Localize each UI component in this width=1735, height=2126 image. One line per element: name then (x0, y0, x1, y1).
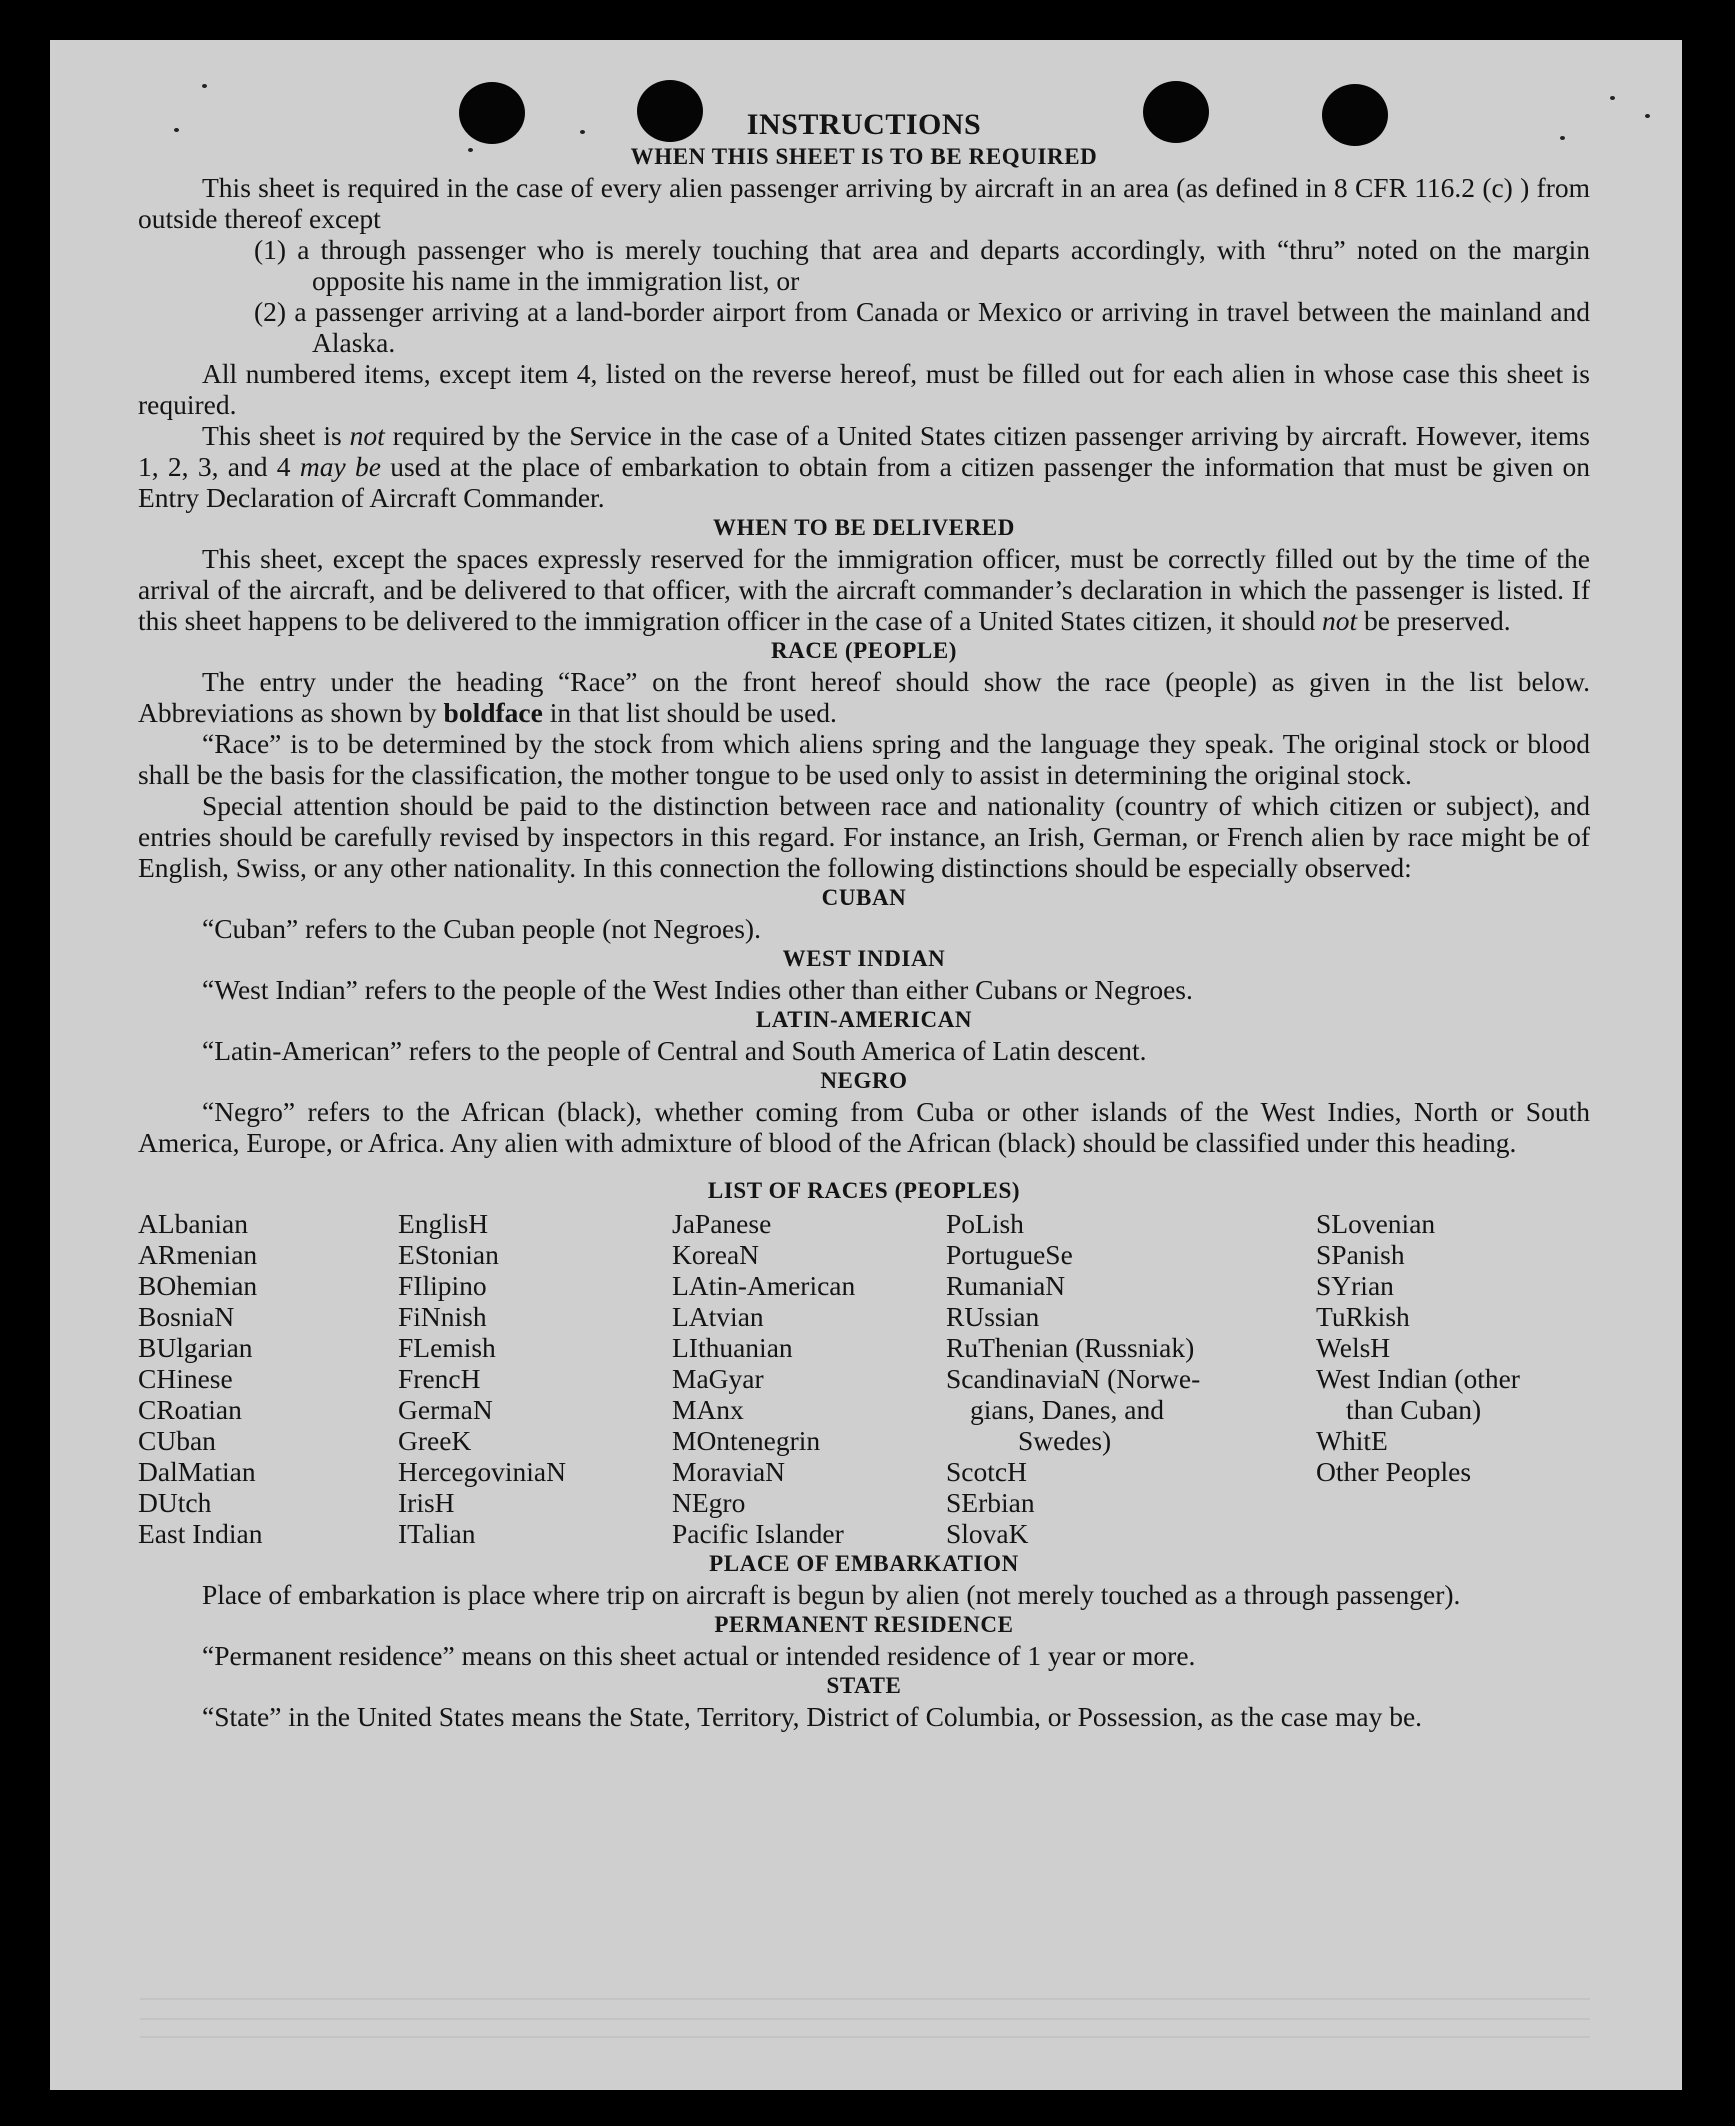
bleed-through-line (140, 2036, 1590, 2038)
race-entry: DUtch (138, 1487, 212, 1518)
race-entry: RuThenian (Russniak) (946, 1332, 1195, 1363)
section-heading-negro: NEGRO (820, 1068, 908, 1093)
paragraph: Special attention should be paid to the distinction between race and nationality (country of which citizen or subject), and entries should be carefully revised by inspectors in this regard. For instance, an Irish, German, or French alien by race might be of English, Swiss, or any other nationality. In this connection the following distinctions should be especially observed: (138, 790, 1590, 883)
race-entry: FIlipino (398, 1270, 487, 1301)
race-entry: BOhemian (138, 1270, 258, 1301)
race-entry: NEgro (672, 1487, 746, 1518)
race-entry: JaPanese (672, 1208, 772, 1239)
race-entry: FrencH (398, 1363, 481, 1394)
race-entry: MAnx (672, 1394, 744, 1425)
exception-item: (1) a through passenger who is merely touching that area and departs accordingly, with “thru” noted on the margin opposite his name in the immigration list, or (254, 234, 1590, 296)
section-heading-when-required: WHEN THIS SHEET IS TO BE REQUIRED (630, 144, 1098, 169)
race-entry: CUban (138, 1425, 216, 1456)
definition-text: “Negro” refers to the African (black), whether coming from Cuba or other islands of the West Indies, North or South America, Europe, or Africa. Any alien with admixture of blood of the African (black) should be classified under this heading. (138, 1096, 1590, 1158)
race-entry: MoraviaN (672, 1456, 786, 1487)
paragraph: This sheet is required in the case of every alien passenger arriving by aircraft in an area (as defined in 8 CFR 116.2 (c) ) from outside thereof except (138, 172, 1590, 234)
race-entry: RUssian (946, 1301, 1040, 1332)
race-entry: CHinese (138, 1363, 233, 1394)
section-heading-list-of-races: LIST OF RACES (PEOPLES) (707, 1178, 1021, 1203)
race-entry: BosniaN (138, 1301, 235, 1332)
speck (202, 84, 207, 88)
race-entry: PoLish (946, 1208, 1024, 1239)
race-entry: EStonian (398, 1239, 499, 1270)
bleed-through-line (140, 2018, 1590, 2020)
race-list (138, 1208, 1590, 1549)
race-entry: East Indian (138, 1518, 263, 1549)
section-heading-embarkation: PLACE OF EMBARKATION (709, 1551, 1019, 1576)
definition-text: “Cuban” refers to the Cuban people (not Negroes). (202, 913, 761, 944)
race-entry: WelsH (1316, 1332, 1391, 1363)
section-heading-when-delivered: WHEN TO BE DELIVERED (713, 515, 1015, 540)
race-entry: GermaN (398, 1394, 493, 1425)
race-entry: SLovenian (1316, 1208, 1436, 1239)
race-entry: SPanish (1316, 1239, 1405, 1270)
paragraph: Place of embarkation is place where trip on aircraft is begun by alien (not merely touched as a through passenger). (202, 1579, 1461, 1610)
page-title: INSTRUCTIONS (746, 108, 982, 141)
race-entry: SYrian (1316, 1270, 1394, 1301)
race-entry: gians, Danes, and (970, 1394, 1164, 1425)
race-entry: PortugueSe (946, 1239, 1073, 1270)
race-entry: FLemish (398, 1332, 496, 1363)
definition-text: “Latin-American” refers to the people of Central and South America of Latin descent. (202, 1035, 1147, 1066)
document-page (50, 40, 1682, 2090)
race-entry: ALbanian (138, 1208, 248, 1239)
section-heading-race: RACE (PEOPLE) (770, 638, 958, 663)
race-entry: ScotcH (946, 1456, 1027, 1487)
paragraph: “Race” is to be determined by the stock from which aliens spring and the language they speak. The original stock or blood shall be the basis for the classification, the mother tongue to be used only to assist in determining the original stock. (138, 728, 1590, 790)
race-column (672, 1208, 946, 1549)
race-entry: BUlgarian (138, 1332, 253, 1363)
race-column (138, 1208, 398, 1549)
race-entry: MaGyar (672, 1363, 764, 1394)
section-heading-west-indian: WEST INDIAN (782, 946, 946, 971)
instructions-text (138, 108, 1590, 1732)
race-column (1316, 1208, 1590, 1549)
race-entry: EnglisH (398, 1208, 489, 1239)
race-entry: DalMatian (138, 1456, 256, 1487)
race-entry: LAtvian (672, 1301, 764, 1332)
race-entry: IrisH (398, 1487, 455, 1518)
race-entry: MOntenegrin (672, 1425, 821, 1456)
race-entry: CRoatian (138, 1394, 242, 1425)
race-entry: ScandinaviaN (Norwe- (946, 1363, 1201, 1394)
race-entry: LAtin-American (672, 1270, 856, 1301)
race-entry: Swedes) (1018, 1425, 1112, 1456)
race-entry: RumaniaN (946, 1270, 1066, 1301)
exception-item: (2) a passenger arriving at a land-border airport from Canada or Mexico or arriving in travel between the mainland and Alaska. (254, 296, 1590, 358)
speck (1610, 96, 1615, 100)
paragraph: This sheet is not required by the Service in the case of a United States citizen passenger arriving by aircraft. However, items 1, 2, 3, and 4 may be used at the place of embarkation to obtain from a citizen passenger the information that must be given on Entry Declaration of Aircraft Commander. (138, 420, 1590, 513)
speck (1645, 114, 1650, 118)
race-column (398, 1208, 672, 1549)
race-entry: ITalian (398, 1518, 476, 1549)
paragraph: “State” in the United States means the State, Territory, District of Columbia, or Possession, as the case may be. (202, 1701, 1423, 1732)
race-entry: SErbian (946, 1487, 1035, 1518)
section-heading-cuban: CUBAN (821, 885, 907, 910)
section-heading-state: STATE (826, 1673, 902, 1698)
paragraph: “Permanent residence” means on this sheet actual or intended residence of 1 year or more. (202, 1640, 1196, 1671)
race-entry: FiNnish (398, 1301, 487, 1332)
paragraph: This sheet, except the spaces expressly reserved for the immigration officer, must be correctly filled out by the time of the arrival of the aircraft, and be delivered to that officer, with the aircraft commander’s declaration in which the passenger is listed. If this sheet happens to be delivered to the immigration officer in the case of a United States citizen, it should not be preserved. (138, 543, 1590, 636)
race-entry: SlovaK (946, 1518, 1029, 1549)
race-column (946, 1208, 1316, 1549)
race-entry: Other Peoples (1316, 1456, 1472, 1487)
definition-text: “West Indian” refers to the people of the West Indies other than either Cubans or Negroes. (202, 974, 1193, 1005)
race-entry: ARmenian (138, 1239, 258, 1270)
race-entry: HercegoviniaN (398, 1456, 566, 1487)
paragraph: The entry under the heading “Race” on the front hereof should show the race (people) as given in the list below. Abbreviations as shown by boldface in that list should be used. (138, 666, 1590, 728)
section-heading-permanent-residence: PERMANENT RESIDENCE (714, 1612, 1014, 1637)
race-entry: Pacific Islander (672, 1518, 844, 1549)
section-heading-latin-american: LATIN-AMERICAN (755, 1007, 973, 1032)
bleed-through-line (140, 1998, 1590, 2000)
race-entry: than Cuban) (1346, 1394, 1482, 1425)
race-entry: TuRkish (1316, 1301, 1410, 1332)
race-entry: WhitE (1316, 1425, 1388, 1456)
race-entry: West Indian (other (1316, 1363, 1520, 1394)
paragraph: All numbered items, except item 4, listed on the reverse hereof, must be filled out for each alien in whose case this sheet is required. (138, 358, 1590, 420)
race-entry: KoreaN (672, 1239, 760, 1270)
race-entry: LIthuanian (672, 1332, 793, 1363)
race-entry: GreeK (398, 1425, 472, 1456)
